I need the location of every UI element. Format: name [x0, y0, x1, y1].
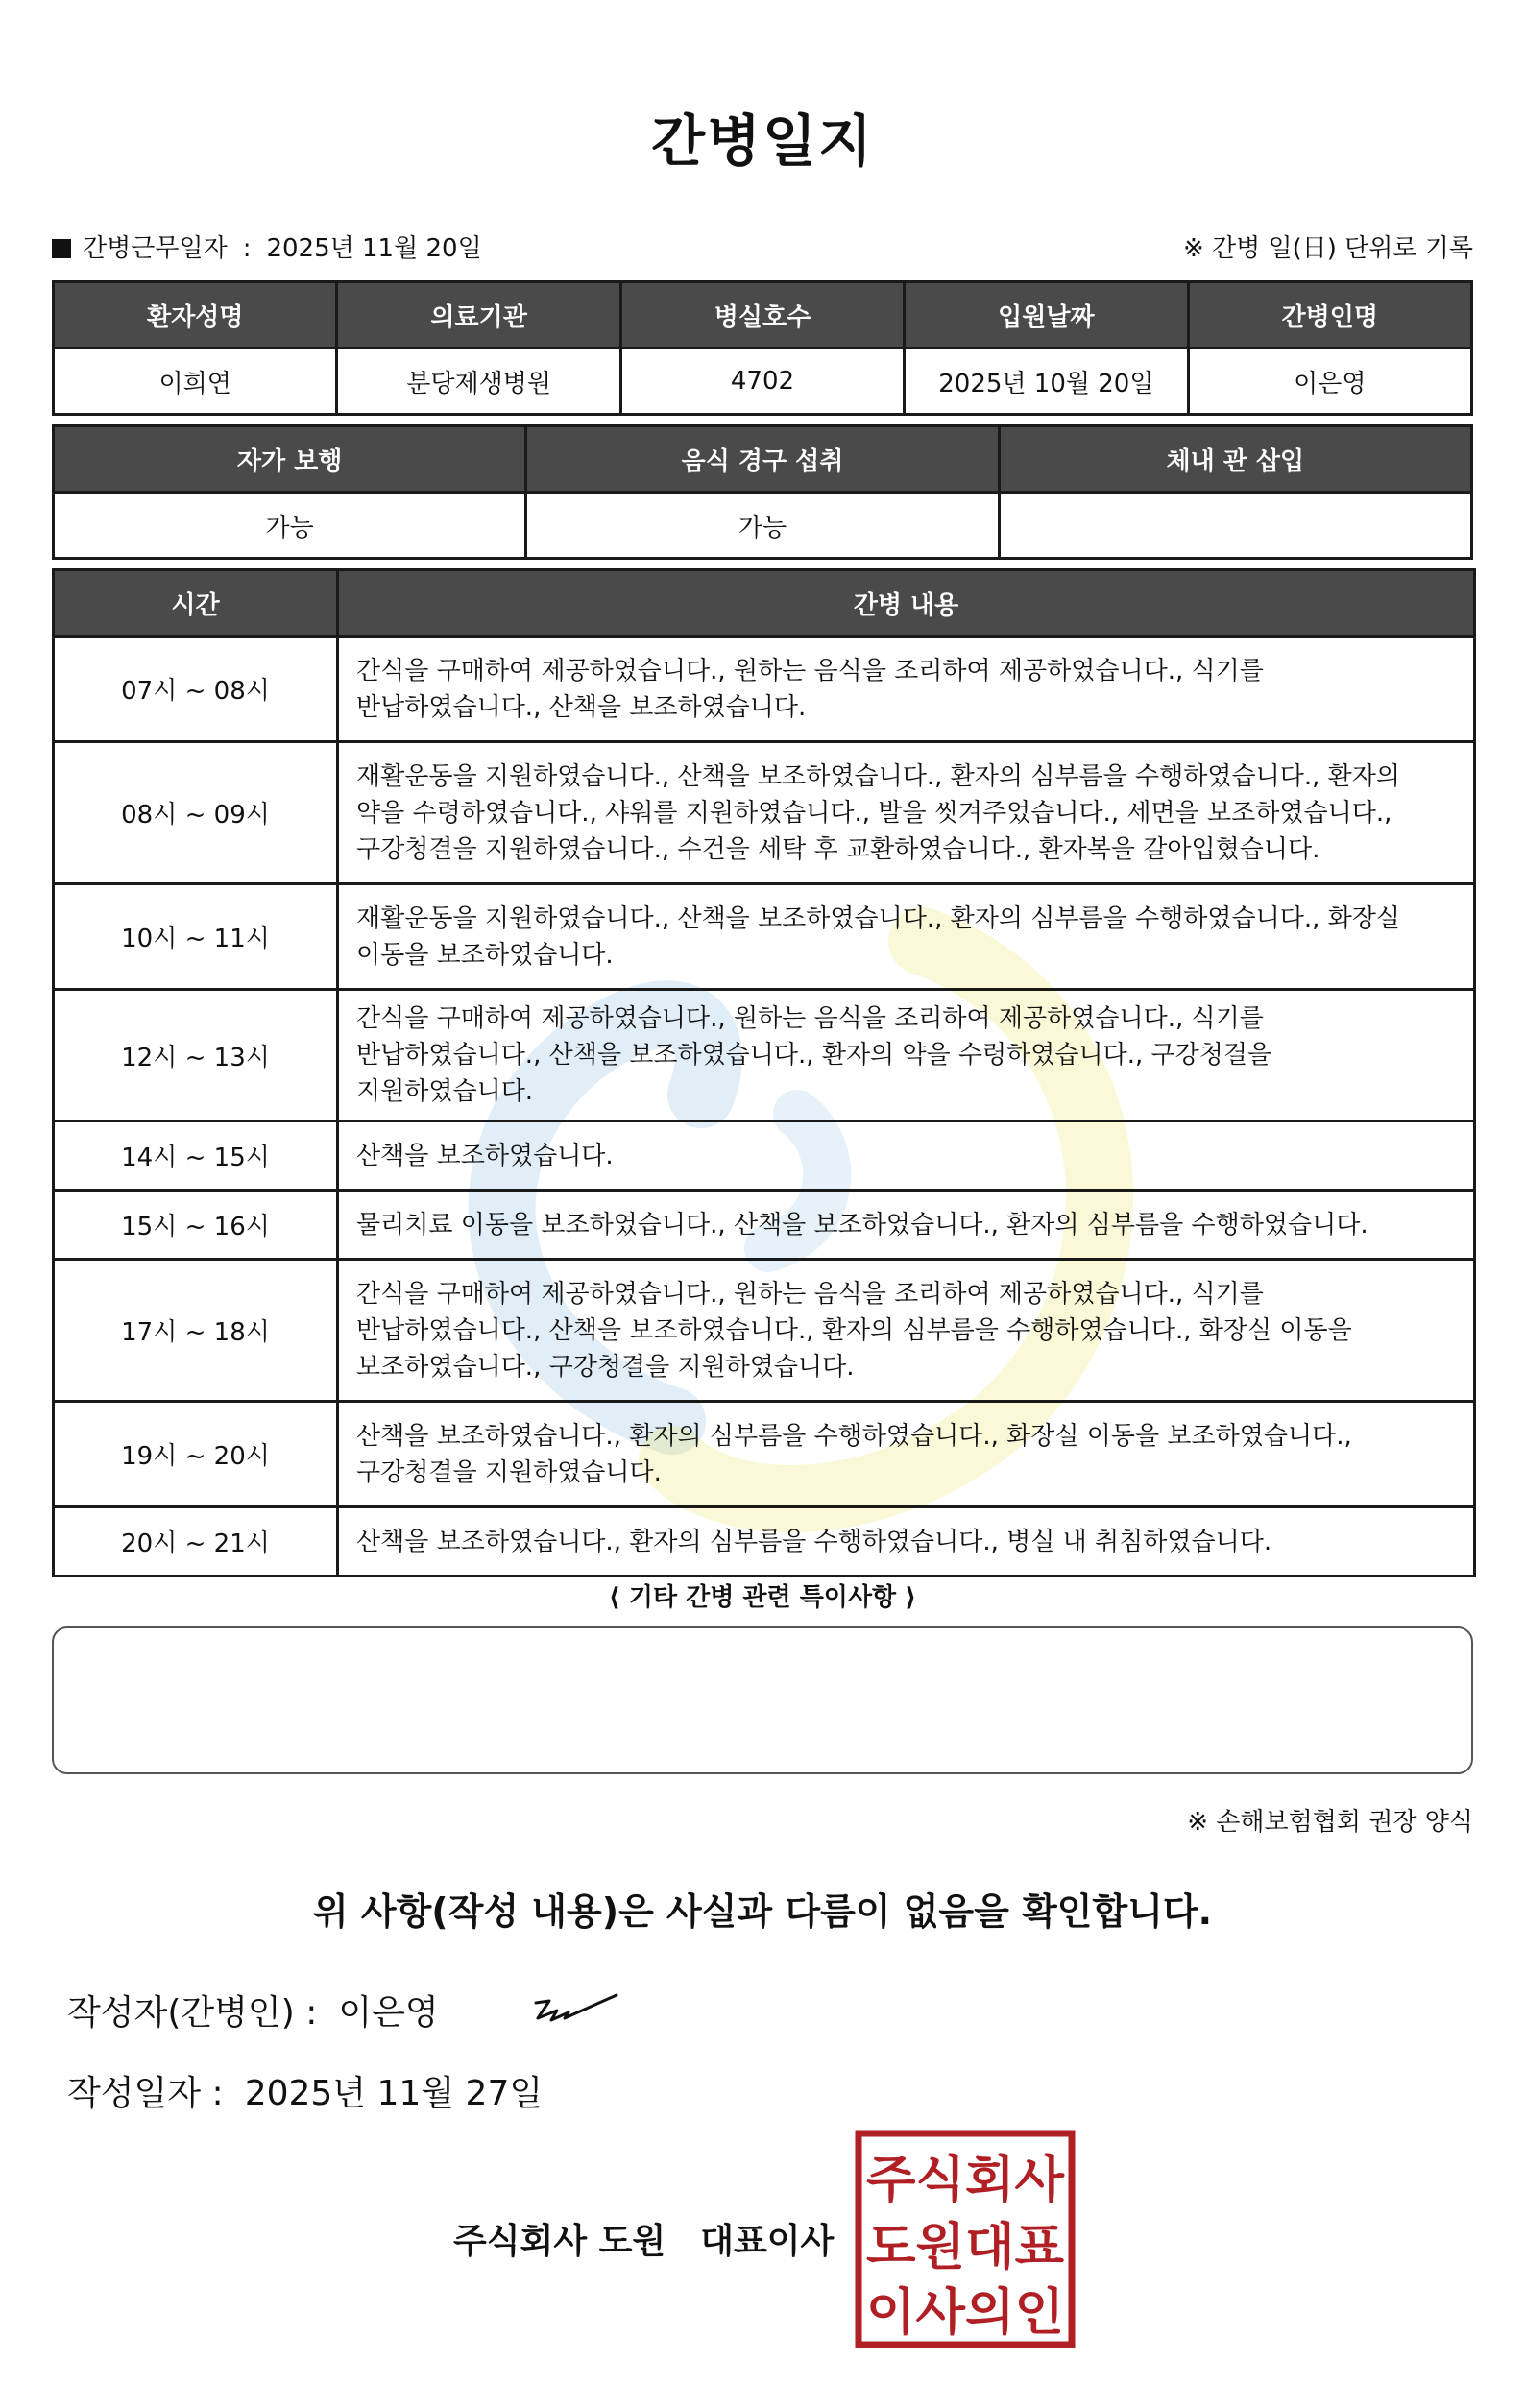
- care-log-header-row: [54, 570, 1475, 637]
- patient-info-value-row: [54, 349, 1472, 415]
- write-date-value: 2025년 11월 27일: [244, 2074, 544, 2113]
- writer-line: [67, 1986, 439, 2035]
- log-time: 17시 ~ 18시: [54, 1260, 338, 1402]
- log-time: 15시 ~ 16시: [54, 1191, 338, 1260]
- table-row: [54, 884, 1475, 990]
- work-date-label: 간병근무일자: [83, 234, 228, 263]
- value-hospital: 분당제생병원: [337, 349, 620, 415]
- table-row: [54, 1402, 1475, 1507]
- log-time: 12시 ~ 13시: [54, 990, 338, 1121]
- log-content: 물리치료 이동을 보조하였습니다., 산책을 보조하였습니다., 환자의 심부름을 수행하였습니다.: [338, 1191, 1475, 1260]
- header-tube-insertion: 체내 관 삽입: [999, 426, 1471, 493]
- svg-text:도원대표: 도원대표: [866, 2219, 1064, 2276]
- write-date-line: [67, 2066, 543, 2115]
- value-oral-intake: 가능: [526, 493, 999, 559]
- log-content: 재활운동을 지원하였습니다., 산책을 보조하였습니다., 환자의 심부름을 수행하였습니다., 화장실 이동을 보조하였습니다.: [338, 884, 1475, 990]
- table-row: [54, 1191, 1475, 1260]
- patient-info-header-row: [54, 282, 1472, 349]
- value-admission-date: 2025년 10월 20일: [905, 349, 1188, 415]
- table-row: [54, 1121, 1475, 1191]
- log-time: 19시 ~ 20시: [54, 1402, 338, 1507]
- patient-info-table: [52, 280, 1473, 416]
- log-content: 산책을 보조하였습니다.: [338, 1121, 1475, 1191]
- log-content: 산책을 보조하였습니다., 환자의 심부름을 수행하였습니다., 화장실 이동을 보조하였습니다., 구강청결을 지원하였습니다.: [338, 1402, 1475, 1507]
- company-line: [453, 2214, 834, 2263]
- work-date-line: [52, 229, 482, 264]
- log-content: 간식을 구매하여 제공하였습니다., 원하는 음식을 조리하여 제공하였습니다., 식기를 반납하였습니다., 산책을 보조하였습니다., 환자의 약을 수령하였습니다., 구강청결을 지원하였습니다.: [338, 990, 1475, 1121]
- confirmation-statement: 위 사항(작성 내용)은 사실과 다름이 없음을 확인합니다.: [312, 1890, 1213, 1933]
- company-seal: [855, 2130, 1076, 2348]
- notes-title: ⟨ 기타 간병 관련 특이사항 ⟩: [608, 1583, 917, 1612]
- value-patient-name: 이희연: [54, 349, 337, 415]
- log-content: 간식을 구매하여 제공하였습니다., 원하는 음식을 조리하여 제공하였습니다., 식기를 반납하였습니다., 산책을 보조하였습니다., 환자의 심부름을 수행하였습니다., 화장실 이동을 보조하였습니다., 구강청결을 지원하였습니다.: [338, 1260, 1475, 1402]
- header-oral-intake: 음식 경구 섭취: [526, 426, 999, 493]
- work-date-value: 2025년 11월 20일: [266, 234, 482, 263]
- header-admission-date: 입원날짜: [905, 282, 1188, 349]
- writer-name: 이은영: [338, 1993, 439, 2033]
- form-source-note: ※ 손해보험협회 권장 양식: [1187, 1808, 1473, 1837]
- work-date-separator: :: [242, 234, 252, 263]
- write-date-label: 작성일자 :: [67, 2074, 224, 2113]
- log-content: 산책을 보조하였습니다., 환자의 심부름을 수행하였습니다., 병실 내 취침하였습니다.: [338, 1507, 1475, 1577]
- svg-text:주식회사: 주식회사: [866, 2152, 1065, 2209]
- notes-box: [52, 1626, 1473, 1774]
- header-care-content: 간병 내용: [338, 570, 1475, 637]
- care-log-table: [52, 568, 1476, 1577]
- value-tube-insertion: [999, 493, 1471, 559]
- status-header-row: [54, 426, 1472, 493]
- log-content: 간식을 구매하여 제공하였습니다., 원하는 음식을 조리하여 제공하였습니다., 식기를 반납하였습니다., 산책을 보조하였습니다.: [338, 637, 1475, 742]
- svg-text:이사의인: 이사의인: [866, 2284, 1064, 2342]
- header-hospital: 의료기관: [337, 282, 620, 349]
- company-name: 주식회사 도원: [453, 2222, 666, 2261]
- square-bullet-icon: [52, 239, 71, 258]
- header-time: 시간: [54, 570, 338, 637]
- representative-title: 대표이사: [700, 2222, 835, 2261]
- header-patient-name: 환자성명: [54, 282, 337, 349]
- log-time: 08시 ~ 09시: [54, 742, 338, 884]
- writer-label: 작성자(간병인) :: [67, 1993, 318, 2033]
- table-row: [54, 1507, 1475, 1577]
- header-room-number: 병실호수: [620, 282, 904, 349]
- table-row: [54, 637, 1475, 742]
- log-time: 20시 ~ 21시: [54, 1507, 338, 1577]
- page-title: 간병일지: [650, 108, 875, 174]
- signature-mark: [528, 1989, 624, 2028]
- log-time: 14시 ~ 15시: [54, 1121, 338, 1191]
- header-caregiver-name: 간병인명: [1188, 282, 1471, 349]
- log-content: 재활운동을 지원하였습니다., 산책을 보조하였습니다., 환자의 심부름을 수행하였습니다., 환자의 약을 수령하였습니다., 샤워를 지원하였습니다., 발을 씻겨주었습니다., 세면을 보조하였습니다., 구강청결을 지원하였습니다., 수건을 세탁 후 교환하였습니다., 환자복을 갈아입혔습니다.: [338, 742, 1475, 884]
- value-room-number: 4702: [620, 349, 904, 415]
- header-self-walking: 자가 보행: [54, 426, 526, 493]
- log-time: 10시 ~ 11시: [54, 884, 338, 990]
- value-self-walking: 가능: [54, 493, 526, 559]
- log-time: 07시 ~ 08시: [54, 637, 338, 742]
- unit-note: ※ 간병 일(日) 단위로 기록: [1182, 234, 1473, 263]
- status-value-row: [54, 493, 1472, 559]
- table-row: [54, 990, 1475, 1121]
- table-row: [54, 1260, 1475, 1402]
- table-row: [54, 742, 1475, 884]
- patient-status-table: [52, 424, 1473, 560]
- value-caregiver-name: 이은영: [1188, 349, 1471, 415]
